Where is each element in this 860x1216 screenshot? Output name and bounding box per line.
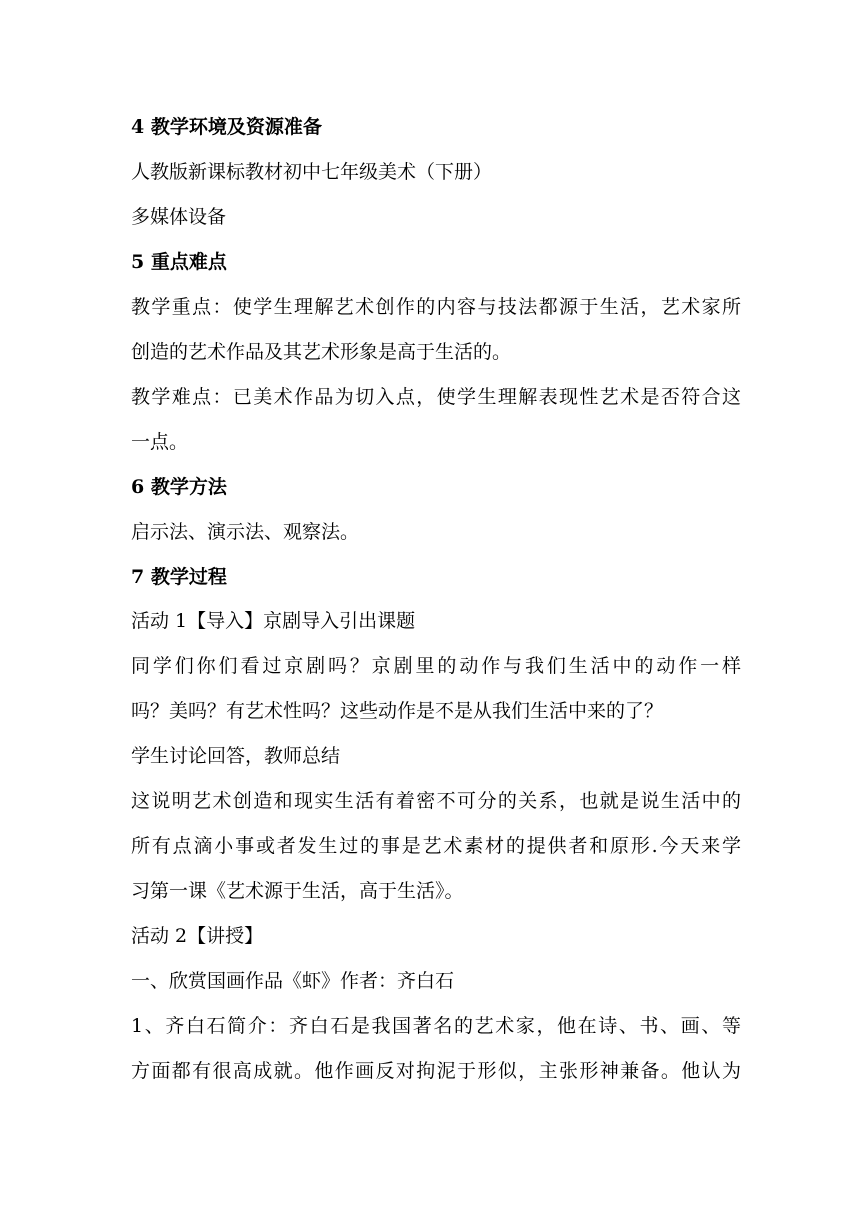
section-heading-5: 5 重点难点 [131,251,227,273]
paragraph-line: 教学重点：使学生理解艺术创作的内容与技法都源于生活，艺术家所 [131,296,741,318]
section-heading-4: 4 教学环境及资源准备 [131,116,322,138]
paragraph-line: 同学们你们看过京剧吗？京剧里的动作与我们生活中的动作一样 [131,655,741,677]
paragraph-line: 学生讨论回答，教师总结 [131,745,341,767]
paragraph-line: 所有点滴小事或者发生过的事是艺术素材的提供者和原形.今天来学 [131,835,741,857]
paragraph-line: 习第一课《艺术源于生活，高于生活》。 [131,880,464,902]
paragraph-line: 人教版新课标教材初中七年级美术（下册） [131,161,493,183]
paragraph-line: 这说明艺术创造和现实生活有着密不可分的关系，也就是说生活中的 [131,790,741,812]
paragraph-line: 活动 2【讲授】 [131,925,264,947]
paragraph-line: 吗？美吗？有艺术性吗？这些动作是不是从我们生活中来的了？ [131,700,664,722]
paragraph-line: 1、齐白石简介：齐白石是我国著名的艺术家，他在诗、书、画、等 [131,1015,741,1037]
paragraph-line: 教学难点：已美术作品为切入点，使学生理解表现性艺术是否符合这 [131,386,741,408]
paragraph-line: 一点。 [131,431,189,453]
section-heading-6: 6 教学方法 [131,476,227,498]
paragraph-line: 创造的艺术作品及其艺术形象是高于生活的。 [131,341,512,363]
section-heading-7: 7 教学过程 [131,566,227,588]
paragraph-line: 多媒体设备 [131,206,227,228]
paragraph-line: 活动 1【导入】京剧导入引出课题 [131,610,416,632]
paragraph-line: 启示法、演示法、观察法。 [131,521,360,543]
paragraph-line: 方面都有很高成就。他作画反对拘泥于形似，主张形神兼备。他认为 [131,1060,741,1082]
paragraph-line: 一、欣赏国画作品《虾》作者：齐白石 [131,970,455,992]
